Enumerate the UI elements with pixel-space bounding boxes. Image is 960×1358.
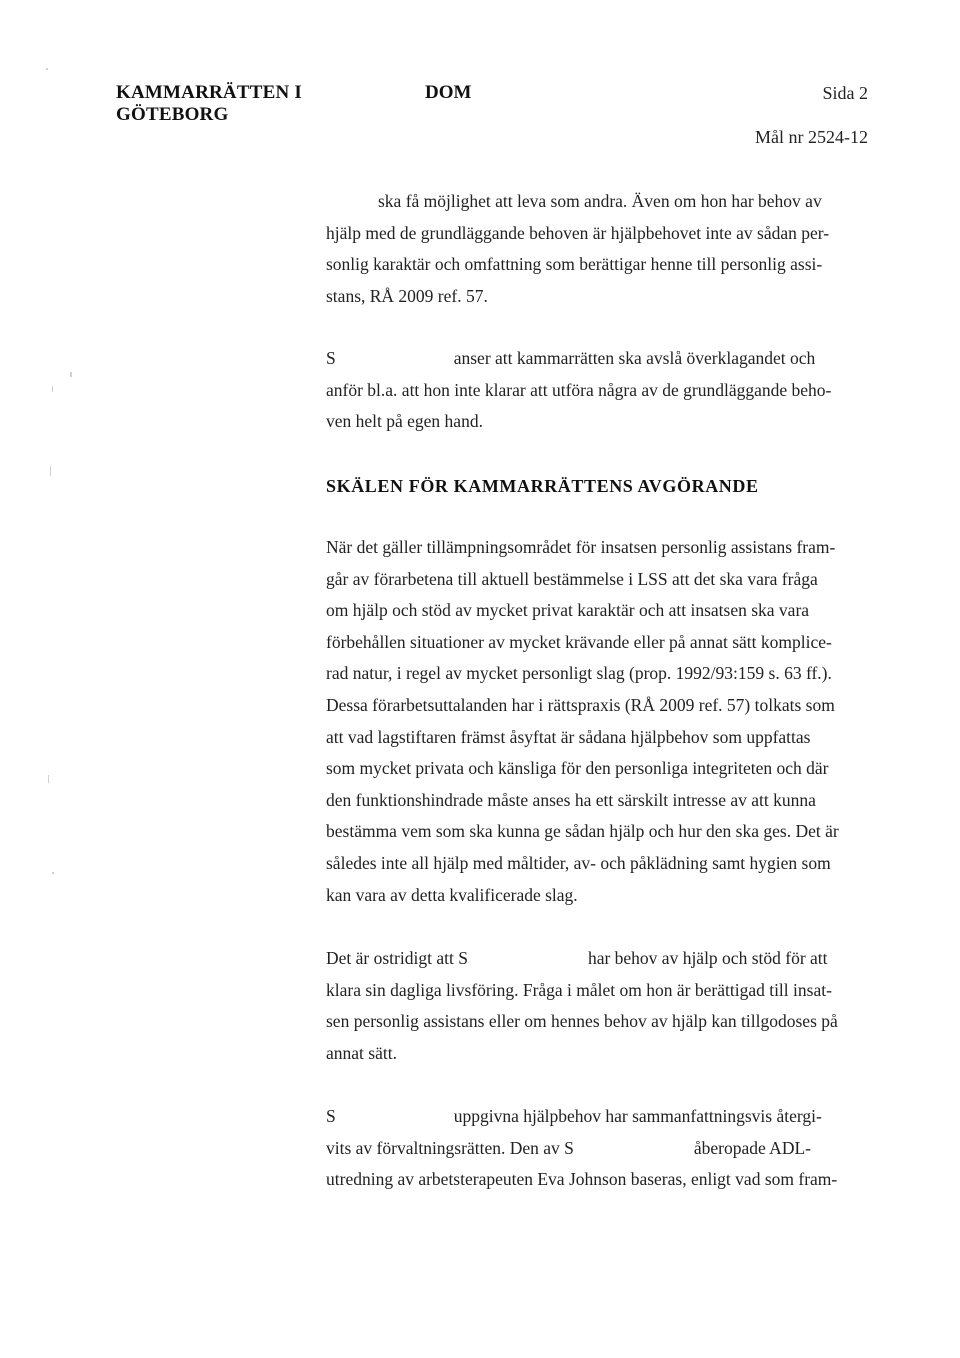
party-initial: S	[326, 348, 336, 368]
scan-speck	[70, 372, 72, 377]
paragraph-2	[326, 343, 862, 438]
paragraph-1	[326, 186, 862, 312]
paragraph-4	[326, 943, 862, 1069]
text-line: den funktionshindrade måste anses ha ett särskilt intresse av att kunna	[326, 789, 816, 810]
text-line: När det gäller tillämpningsområdet för insatsen personlig assistans fram-	[326, 537, 836, 557]
text-line: utredning av arbetsterapeuten Eva Johnson baseras, enligt vad som fram-	[326, 1169, 838, 1190]
text-line: sonlig karaktär och omfattning som berättigar henne till personlig assi-	[326, 254, 823, 275]
paragraph-5	[326, 1101, 862, 1196]
text-line: rad natur, i regel av mycket personligt slag (prop. 1992/93:159 s. 63 ff.).	[326, 663, 832, 684]
text-line: som mycket privata och känsliga för den personliga integriteten och där	[326, 758, 829, 779]
page-number: Sida 2	[822, 83, 868, 103]
text-segment: vits av förvaltningsrätten. Den av S	[326, 1137, 574, 1158]
text-line: kan vara av detta kvalificerade slag.	[326, 884, 578, 905]
text-line: således inte all hjälp med måltider, av- och påklädning samt hygien som	[326, 852, 831, 873]
scan-speck	[52, 386, 53, 392]
text-line	[326, 1133, 862, 1165]
text-line: annat sätt.	[326, 1042, 397, 1063]
text-line	[326, 1101, 862, 1133]
text-line: går av förarbetena till aktuell bestämmelse i LSS att det ska vara fråga	[326, 568, 818, 589]
section-heading: SKÄLEN FÖR KAMMARRÄTTENS AVGÖRANDE	[326, 476, 759, 496]
text-segment: åberopade ADL-	[693, 1137, 811, 1158]
document-type: DOM	[425, 82, 472, 103]
party-initial: S	[326, 1106, 336, 1126]
scan-speck	[50, 466, 51, 476]
text-line: hjälp med de grundläggande behoven är hjälpbehovet inte av sådan per-	[326, 222, 830, 243]
text-line: att vad lagstiftaren främst åsyftat är sådana hjälpbehov som uppfattas	[326, 726, 811, 747]
text-line: sen personlig assistans eller om hennes behov av hjälp kan tillgodoses på	[326, 1011, 838, 1032]
court-name-line2: GÖTEBORG	[116, 104, 229, 125]
text-segment: Det är ostridigt att S	[326, 948, 468, 968]
paragraph-3	[326, 532, 862, 911]
text-line: om hjälp och stöd av mycket privat karaktär och att insatsen ska vara	[326, 600, 810, 621]
scan-speck	[46, 68, 48, 70]
text-line: klara sin dagliga livsföring. Fråga i målet om hon är berättigad till insat-	[326, 979, 832, 1000]
text-line: ven helt på egen hand.	[326, 411, 483, 432]
text-line: förbehållen situationer av mycket krävande eller på annat sätt komplice-	[326, 631, 832, 652]
text-segment: har behov av hjälp och stöd för att	[587, 948, 828, 968]
text-line: ska få möjlighet att leva som andra. Även om hon har behov av	[378, 191, 822, 211]
court-name-line1: KAMMARRÄTTEN I	[116, 82, 302, 103]
text-line	[326, 343, 862, 375]
text-line	[326, 943, 862, 975]
scan-speck	[48, 775, 49, 783]
text-segment: uppgivna hjälpbehov har sammanfattningsvis återgi-	[453, 1106, 822, 1126]
text-line: anför bl.a. att hon inte klarar att utföra några av de grundläggande beho-	[326, 379, 832, 400]
text-segment: anser att kammarrätten ska avslå överklagandet och	[453, 348, 816, 368]
text-line: Dessa förarbetsuttalanden har i rättspraxis (RÅ 2009 ref. 57) tolkats som	[326, 694, 835, 715]
text-line: bestämma vem som ska kunna ge sådan hjälp och hur den ska ges. Det är	[326, 821, 839, 842]
case-number: Mål nr 2524-12	[755, 127, 868, 147]
scan-speck	[52, 872, 54, 874]
text-line: stans, RÅ 2009 ref. 57.	[326, 285, 488, 306]
court-name	[116, 82, 302, 126]
